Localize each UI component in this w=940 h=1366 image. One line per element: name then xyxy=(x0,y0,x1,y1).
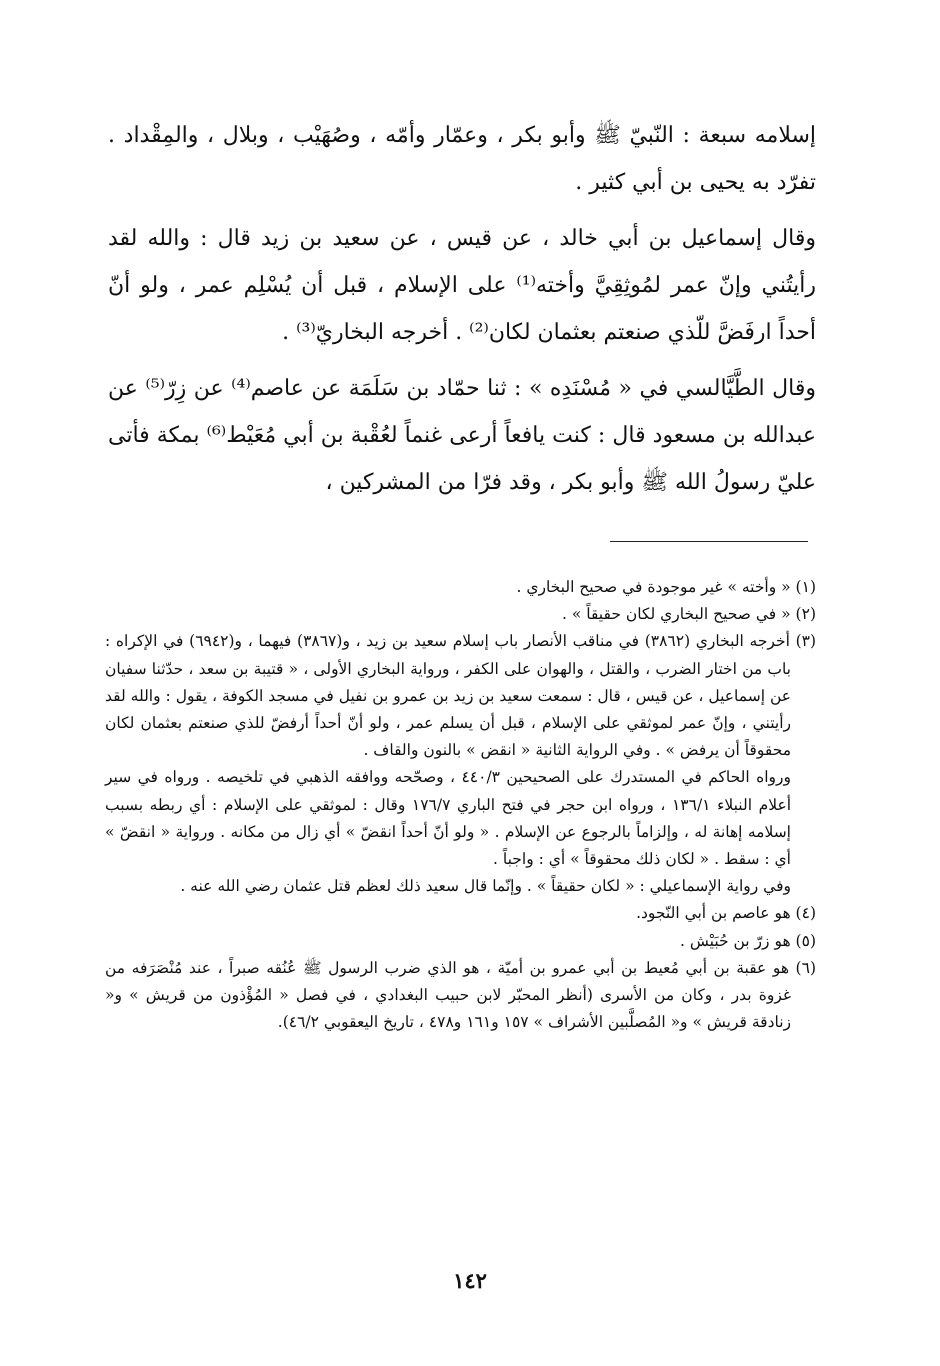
main-paragraph: وقال الطَّيَّالسي في « مُسْنَدِه » : ثنا حمّاد بن سَلَمَة عن عاصم⁽⁴⁾ عن زِرّ⁽⁵⁾ عن عبدالله بن مسعود قال : كنت يافعاً أرعى غنماً لعُقْبة بن أبي مُعَيْط⁽⁶⁾ بمكة فأتى عليّ رسولُ الله ﷺ وأبو بكر ، وقد فرّا من المشركين ، xyxy=(108,376,816,495)
footnote: (٤) هو عاصم بن أبي النّجود. xyxy=(636,904,816,923)
footnote-divider xyxy=(610,541,808,542)
page-number: ١٤٢ xyxy=(453,1268,487,1293)
footnote-continuation: ورواه الحاكم في المستدرك على الصحيحين ٤٤٠/٣ ، وصحّحه ووافقه الذهبي في تلخيصه . ورواه في سير أعلام النبلاء ١٣٦/١ ، ورواه ابن حجر في فتح الباري ١٧٦/٧ وقال : لموثقي على الإسلام : أي ربطه بسبب إسلامه إهانة له ، وإلزاماً بالرجوع عن الإسلام . « ولو أنّ أحداً انقضّ » أي زال من مكانه . ورواية « انقضّ » أي : سقط . « لكان ذلك محقوقاً » أي : واجباً . xyxy=(105,768,791,869)
footnote-continuation: وفي رواية الإسماعيلي : « لكان حقيقاً » . وإنّما قال سعيد ذلك لعظم قتل عثمان رضي الله عنه . xyxy=(180,877,791,896)
main-text xyxy=(108,112,816,506)
footnote: (١) « وأخته » غير موجودة في صحيح البخاري . xyxy=(516,578,816,596)
footnote: (٣) أخرجه البخاري (٣٨٦٢) في مناقب الأنصار باب إسلام سعيد بن زيد ، و(٣٨٦٧) فيهما ، و(٦٩٤٢) في الإكراه : باب من اختار الضرب ، والقتل ، والهوان على الكفر ، ورواية البخاري الأولى ، « قتيبة بن سعد ، حدّثنا سفيان عن إسماعيل ، عن قيس ، قال : سمعت سعيد بن زيد بن عمرو بن نفيل في مسجد الكوفة ، يقول : والله لقد رأيتني ، وإنّ عمر لموثقي على الإسلام ، قبل أن يسلم عمر ، ولو أنّ أحداً أرفضّ للذي صنعتم بعثمان لكان محقوقاً أن يرفض » . وفي الرواية الثانية « انقض » بالنون والقاف . xyxy=(105,632,817,760)
footnote: (٥) هو زرّ بن حُبَيْش . xyxy=(680,931,816,950)
main-paragraph: وقال إسماعيل بن أبي خالد ، عن قيس ، عن سعيد بن زيد قال : والله لقد رأيتُني وإنّ عمر لمُوثِقِيَّ وأخته⁽¹⁾ على الإسلام ، قبل أن يُسْلِم عمر ، ولو أنّ أحداً ارفَضَّ للّذي صنعتم بعثمان لكان⁽²⁾ . أخرجه البخاريّ⁽³⁾ . xyxy=(108,226,816,345)
footnote: (٦) هو عقبة بن أبي مُعيط بن أبي عمرو بن أميّة ، هو الذي ضرب الرسول ﷺ عُنُقه صبراً ، عند مُنْصَرَفه من غزوة بدر ، وكان من الأسرى (أنظر المحبّر لابن حبيب البغدادي ، في فصل « المُؤْذون من قريش » و« زنادقة قريش » و« المُصلَّبين الأشراف » ١٥٧ و١٦١ و٤٧٨ ، تاريخ اليعقوبي ٤٦/٢). xyxy=(105,958,816,1032)
footnotes xyxy=(105,574,816,1036)
footnote: (٢) « في صحيح البخاري لكان حقيقاً » . xyxy=(561,605,816,624)
main-paragraph: إسلامه سبعة : النّبيّ ﷺ وأبو بكر ، وعمّار وأمّه ، وصُهَيْب ، وبلال ، والمِقْداد . تفرّد به يحيى بن أبي كثير . xyxy=(108,123,816,195)
